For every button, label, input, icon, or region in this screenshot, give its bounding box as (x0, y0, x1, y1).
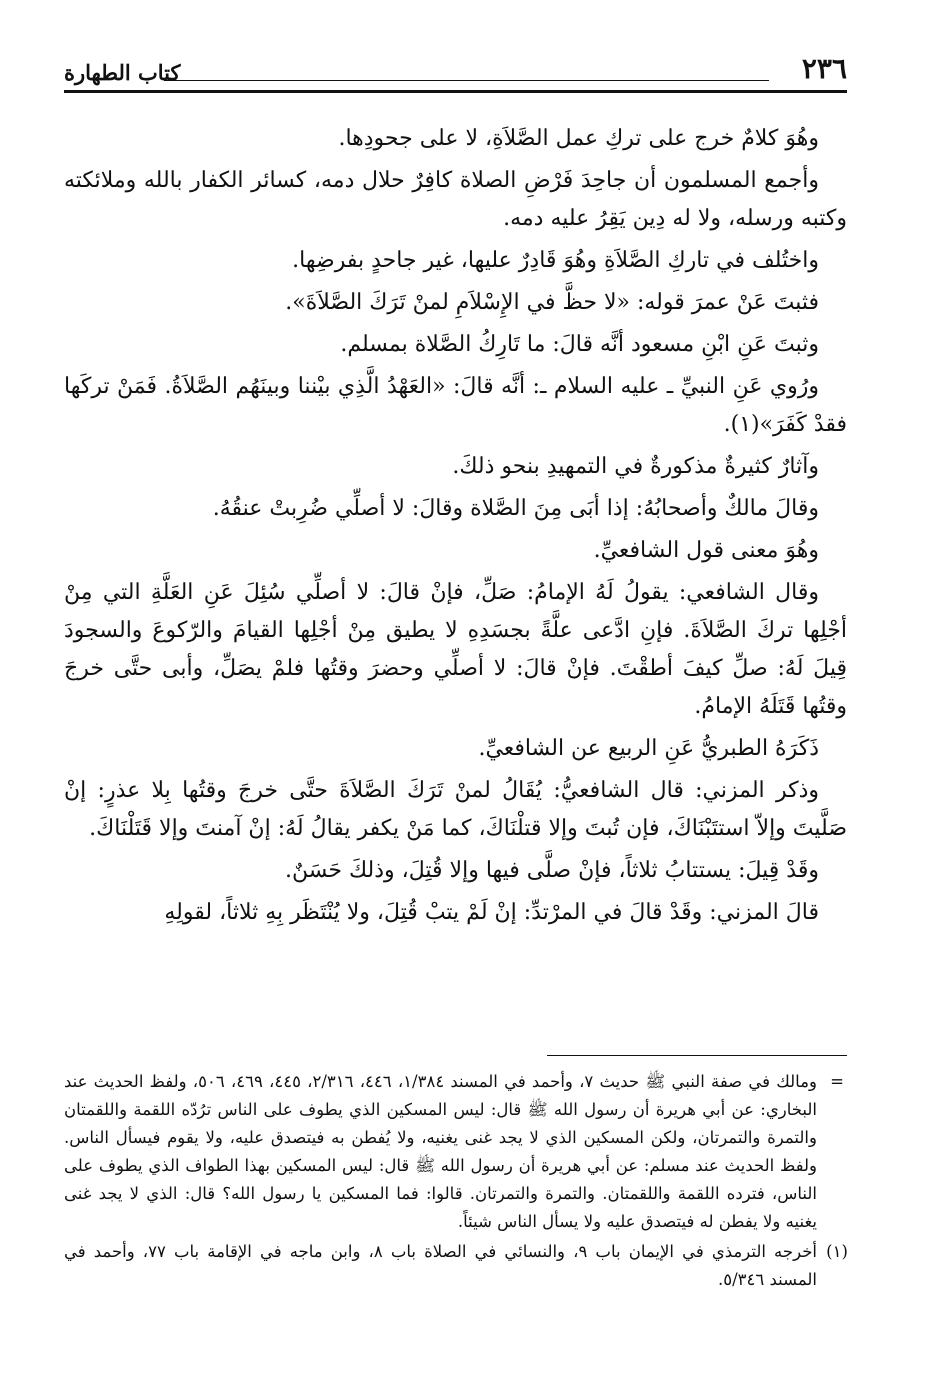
paragraph: وقالَ مالكٌ وأصحابُهُ: إذا أبَى مِنَ الصَّلاة وقالَ: لا أصلِّي ضُرِبتْ عنقُهُ. (212, 496, 819, 521)
footnote (64, 1238, 857, 1294)
footnote-text: ومالك في صفة النبي ﷺ حديث ٧، وأحمد في المسند ١/٣٨٤، ٤٤٦، ٢/٣١٦، ٤٤٥، ٤٦٩، ٥٠٦، ولفظ الحديث عند البخاري: عن أبي هريرة أن رسول الله ﷺ قال: ليس المسكين الذي يطوف على الناس ترُدّه اللقمة واللقمتان والتمرة والتمرتان، ولكن المسكين الذي لا يجد غنى يغنيه، ولا يُفطن به فيتصدق عليه، ولا يقوم فيسأل الناس. ولفظ الحديث عند مسلم: عن أبي هريرة أن رسول الله ﷺ قال: ليس المسكين بهذا الطواف الذي يطوف على الناس، فترده اللقمة واللقمتان. والتمرة والتمرتان. قالوا: فما المسكين يا رسول الله؟ قال: الذي لا يجد غنى يغنيه ولا يفطن له فيتصدق عليه ولا يسأل الناس شيئاً. (64, 1072, 817, 1231)
book-title: كتاب الطهارة (64, 60, 181, 85)
footnote-separator (547, 1055, 847, 1056)
footnote-marker: (١) (826, 1242, 848, 1261)
paragraph: وهُوَ كلامٌ خرج على تركِ عمل الصَّلاَةِ، لا على جحودِها. (338, 126, 819, 151)
main-text (64, 120, 847, 936)
running-header (64, 50, 847, 93)
footnote (64, 1068, 857, 1236)
footnotes (64, 1068, 857, 1296)
footnote-marker: = (830, 1072, 844, 1091)
paragraph: قالَ المزني: وقَدْ قالَ في المرْتدِّ: إنْ لَمْ يتبْ قُتِلَ، ولا يُنْتَظَر بِهِ ثلاثاً، لقولِهِ (164, 900, 819, 925)
paragraph: وآثارٌ كثيرةٌ مذكورةٌ في التمهيدِ بنحو ذلكَ. (452, 454, 819, 479)
page-number: ٢٣٦ (801, 52, 847, 85)
header-rule (164, 80, 769, 81)
paragraph: واختُلف في تاركِ الصَّلاَةِ وهُوَ قَادِرٌ عليها، غير جاحدٍ بفرضِها. (292, 248, 819, 273)
footnote-text: أخرجه الترمذي في الإيمان باب ٩، والنسائي في الصلاة باب ٨، وابن ماجه في الإقامة باب ٧٧، وأحمد في المسند ٥/٣٤٦. (64, 1242, 817, 1289)
paragraph: وقال الشافعي: يقولُ لَهُ الإمامُ: صَلِّ، فإنْ قالَ: لا أصلِّي سُئِلَ عَنِ العَلَّةِ التي مِنْ أجْلِها تركَ الصَّلاَةَ. فإنِ ادَّعى علَّةً بجسَدِهِ لا يطيق مِنْ أجْلِها القيامَ والرّكوعَ والسجودَ قِيلَ لَهُ: صلِّ كيفَ أطقْتَ. فإنْ قالَ: لا أصلِّي وحضرَ وقتُها فلمْ يصَلِّ، وأبى حتَّى خرجَ وقتُها قَتَلَهُ الإمامُ. (64, 580, 847, 719)
paragraph: وثبتَ عَنِ ابْنِ مسعود أنَّه قالَ: ما تَارِكُ الصَّلاة بمسلم. (340, 332, 819, 357)
paragraph: وهُوَ معنى قول الشافعيِّ. (593, 538, 819, 563)
paragraph: وأجمع المسلمون أن جاحِدَ فَرْضِ الصلاة كافِرٌ حلال دمه، كسائر الكفار بالله وملائكته وكتبه ورسله، ولا له دِين يَقِرُ عليه دمه. (64, 168, 847, 231)
paragraph: ذَكَرَهُ الطبريُّ عَنِ الربيع عن الشافعيِّ. (478, 736, 819, 761)
paragraph: ورُوي عَنِ النبيِّ ـ عليه السلام ـ: أنَّه قالَ: «العَهْدُ الَّذِي بيْننا وبينَهُم الصَّلاَةُ. فَمَنْ تركَها فقدْ كَفَرَ»(١). (64, 374, 847, 437)
paragraph: فثبتَ عَنْ عمرَ قوله: «لا حظَّ في الإِسْلاَمِ لمنْ تَرَكَ الصَّلاَةَ». (285, 290, 819, 315)
paragraph: وذكر المزني: قال الشافعيُّ: يُقَالُ لمنْ تَرَكَ الصَّلاَةَ حتَّى خرجَ وقتُها بِلا عذرٍ: إنْ صَلَّيتَ وإلاّ استتَبْنَاكَ، فإن تُبتَ وإلا قتلْنَاكَ، كما مَنْ يكفر يقالُ لَهُ: إنْ آمنتَ وإلا قَتَلْنَاكَ. (64, 778, 847, 841)
paragraph: وقَدْ قِيلَ: يستتابُ ثلاثاً، فإنْ صلَّى فيها وإلا قُتِلَ، وذلكَ حَسَنٌ. (285, 858, 819, 883)
